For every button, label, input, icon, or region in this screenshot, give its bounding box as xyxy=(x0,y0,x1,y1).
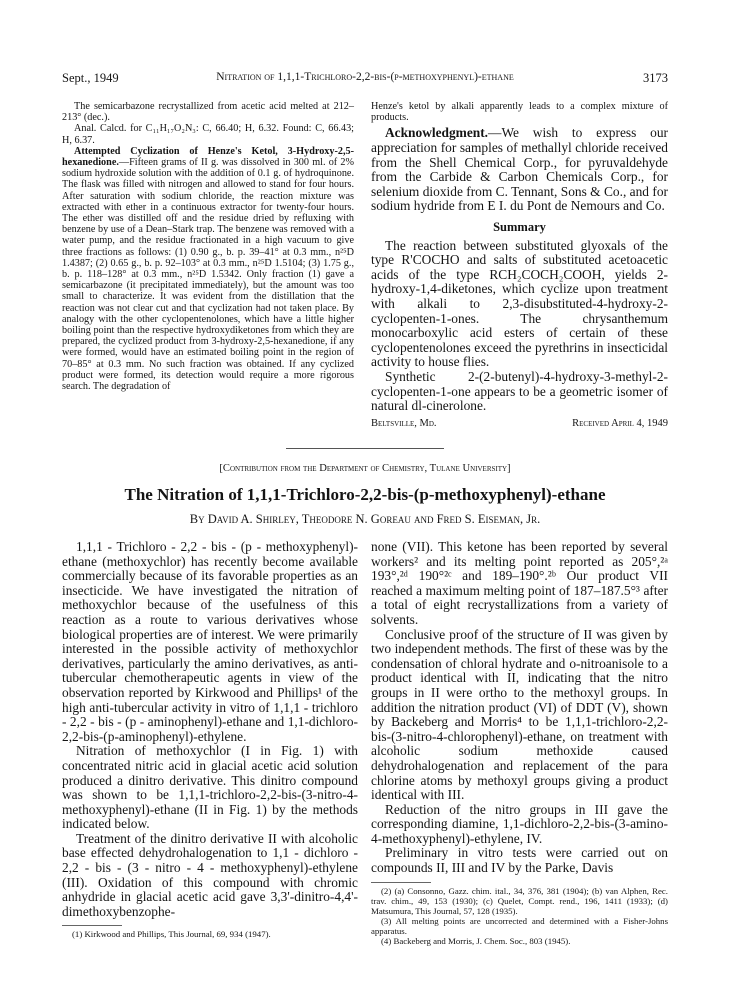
acknowledgment-paragraph xyxy=(371,126,668,214)
semicarbazone-paragraph: The semicarbazone recrystallized from acetic acid melted at 212–213° (dec.). xyxy=(62,101,354,124)
nitration-paragraph: Nitration of methoxychlor (I in Fig. 1) with concentrated nitric acid in glacial acetic acid solution produced a dinitro derivative. This dinitro compound was shown to be 1,1,1-trichloro-2,2-bis-(3-nitro-4-methoxyphenyl)-ethane (II in Fig. 1) by the methods indicated below. xyxy=(62,743,358,832)
signature-line xyxy=(371,418,668,429)
footnote-2: (2) (a) Consonno, Gazz. chim. ital., 34, 376, 381 (1904); (b) van Alphen, Rec. trav. chim., 49, 153 (1930); (c) Quelet, Compt. rend., 196, 1411 (1933); (d) Matsumura, This Journal, 57, 128 (1935). xyxy=(371,885,668,916)
footnote-4: (4) Backeberg and Morris, J. Chem. Soc., 803 (1945). xyxy=(381,935,571,946)
preliminary-paragraph: Preliminary in vitro tests were carried out on compounds II, III and IV by the Parke, Davis xyxy=(371,845,668,876)
cyclization-paragraph xyxy=(62,146,354,392)
footnote-3: (3) All melting points are uncorrected and determined with a Fisher-Johns apparatus. xyxy=(371,915,668,936)
acknowledgment-heading: Acknowledgment. xyxy=(385,125,489,141)
running-title: Nitration of 1,1,1-Trichloro-2,2-bis-(p-methoxyphenyl)-ethane xyxy=(216,71,514,83)
body-right-column xyxy=(371,540,668,946)
footnote-rule-right xyxy=(371,882,431,883)
footnote-rule xyxy=(62,925,122,926)
acknowledgment-body: —We wish to express our appreciation for samples of methallyl chloride received from the Shell Chemical Corp., for pyruvaldehyde from the Carbide & Carbon Chemicals Corp., for selenium dioxide from C. Tennant, Sons & Co., and for sodium hydride from E I. du Pont de Nemours and Co. xyxy=(371,125,668,214)
article-title: The Nitration of 1,1,1-Trichloro-2,2-bis-(p-methoxyphenyl)-ethane xyxy=(124,485,606,504)
treatment-paragraph: Treatment of the dinitro derivative II with alcoholic base effected dehydrohalogenation to 1,1 - dichloro - 2,2 - bis - (3 - nitro - 4 - methoxyphenyl)-ethylene (III). Oxidation of this compound with chromic anhydride in glacial acetic acid gave 3,3'-dinitro-4,4'-dimethoxybenzophe- xyxy=(62,830,358,919)
summary-paragraph-1: The reaction between substituted glyoxals of the type R'COCHO and salts of substituted acetoacetic acids of the type RCH₂COCH₂COOH, yields 2-hydroxy-1,4-diketones, which cyclize upon treatment with alkali to 2,3-disubstituted-4-hydroxy-2-cyclopenten-1-ones. The chrysanthemum monocarboxylic acid esters of certain of these cyclopentenolones exceed the pyrethrins in insecticidal activity to house flies. xyxy=(371,237,668,370)
article-authors: By David A. Shirley, Theodore N. Goreau and Fred S. Eiseman, Jr. xyxy=(189,512,541,526)
cyclization-heading: Attempted Cyclization of Henze's Ketol, 3-Hydroxy-2,5-hexanedione. xyxy=(62,145,354,169)
issue-date: Sept., 1949 xyxy=(62,71,119,85)
footnote-1: (1) Kirkwood and Phillips, This Journal, 69, 934 (1947). xyxy=(72,929,271,940)
summary-heading: Summary xyxy=(493,219,546,234)
top-right-column xyxy=(371,101,668,429)
contribution-line: [Contribution from the Department of Chemistry, Tulane University] xyxy=(219,463,511,474)
ketone-paragraph: none (VII). This ketone has been reported by several workers² and its melting point reported as 205°,²ᵃ 193°,²ᵈ 190°²ᶜ and 189–190°.²ᵇ Our product VII reached a maximum melting point of 187–187.5°³ after a total of eight recrystallizations from a variety of solvents. xyxy=(371,539,668,627)
page-header xyxy=(62,71,668,87)
ketol-continuation: Henze's ketol by alkali apparently leads to a complex mixture of products. xyxy=(371,101,668,124)
received-date: Received April 4, 1949 xyxy=(572,417,668,429)
proof-paragraph: Conclusive proof of the structure of II was given by two independent methods. The first of these was by the condensation of chloral hydrate and o-nitroanisole to a product identical with II, indicating that the nitro groups in II were ortho to the methoxyl groups. In addition the nitration product (VI) of DDT (V), shown by Backeberg and Morris⁴ to be 1,1,1-trichloro-2,2-bis-(3-nitro-4-chlorophenyl)-ethane, on treatment with alcoholic sodium methoxide caused dehydrohalogenation and replacement of the para chlorine atoms by methoxyl groups giving a product identical with III. xyxy=(371,626,668,803)
place: Beltsville, Md. xyxy=(371,417,437,429)
reduction-paragraph: Reduction of the nitro groups in III gave the corresponding diamine, 1,1-dichloro-2,2-bis-(3-amino-4-methoxyphenyl)-ethylene, IV. xyxy=(371,801,668,846)
analysis-paragraph: Anal. Calcd. for C₁₁H₁₇O₂N₃: C, 66.40; H, 6.32. Found: C, 66.43; H, 6.37. xyxy=(62,123,354,146)
body-left-column xyxy=(62,540,358,939)
cyclization-body: —Fifteen grams of II g. was dissolved in 300 ml. of 2% sodium hydroxide solution with the addition of 0.1 g. of hydroquinone. The flask was filled with nitrogen and allowed to stand for four hours. After saturation with sodium chloride, the reaction mixture was extracted with ether in a continuous extractor for twenty-four hours. The ether was distilled off and the residue dried by refluxing with benzene by use of a Dean–Stark trap. The benzene was removed with a water pump, and the residue fractionated in a high vacuum to give three fractions as follows: (1) 0.90 g., b. p. 39–41° at 0.3 mm., n²⁵D 1.4387; (2) 0.65 g., b. p. 92–103° at 0.3 mm., n²⁵D 1.5104; (3) 1.75 g., b. p. 118–128° at 0.3 mm., n²⁵D 1.5342. Only fraction (1) gave a semicarbazone (it precipitated immediately), but the amount was too small to characterize. It was evident from the distillation that the reaction was not clear cut and that cyclization had not taken place. By analogy with the other cyclopentenolones, which have a little higher boiling point than the respective hydroxydiketones from which they are prepared, the cyclized product from 3-hydroxy-2,5-hexanedione, if any were formed, would have an estimated boiling point in the region of 70–85° at 0.3 mm. No such fraction was obtained. If any cyclized product were formed, its detection would require a more rigorous search. The degradation of xyxy=(62,157,354,393)
intro-paragraph: 1,1,1 - Trichloro - 2,2 - bis - (p - methoxyphenyl)-ethane (methoxychlor) has recently become available commercially because of its favorable properties as an insecticide. We have investigated the nitration of methoxychlor because of the usefulness of this reaction as a route to various derivatives whose biological properties are of interest. We were primarily interested in the possible activity of methoxychlor derivatives, particularly the amino derivatives, as anti-tubercular chemotherapeutic agents in view of the observation reported by Kirkwood and Phillips¹ of the high anti-tubercular activity in vitro of 1,1,1 - trichloro - 2,2 - bis - (p - aminophenyl)-ethane and 1,1-dichloro-2,2-bis-(p-aminophenyl)-ethylene. xyxy=(62,539,358,744)
section-divider xyxy=(286,448,444,449)
top-left-column xyxy=(62,101,354,392)
page-number: 3173 xyxy=(643,71,668,85)
summary-paragraph-2: Synthetic 2-(2-butenyl)-4-hydroxy-3-methyl-2-cyclopenten-1-one appears to be a geometric isomer of natural dl-cinerolone. xyxy=(371,368,668,414)
